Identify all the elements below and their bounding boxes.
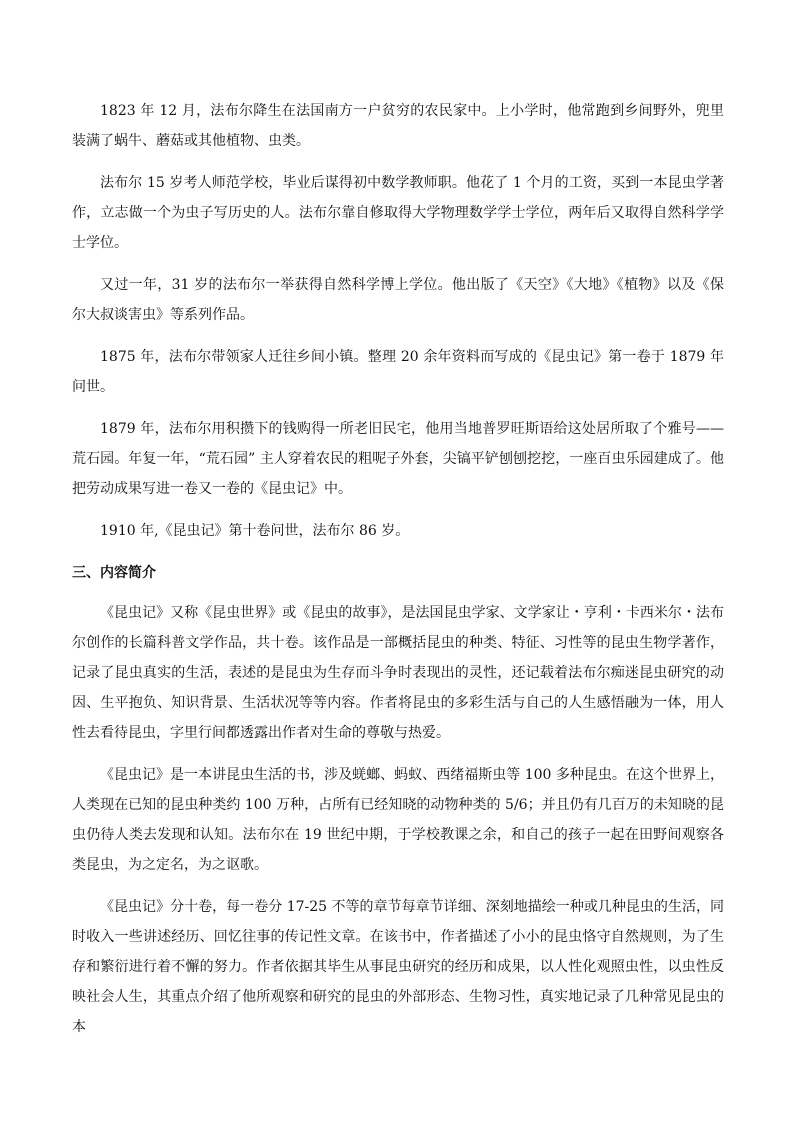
paragraph-birth: 1823 年 12 月，法布尔降生在法国南方一户贫穷的农民家中。上小学时，他常跑到乡间野外，兜里装满了蜗牛、蘑菇或其他植物、虫类。 bbox=[72, 103, 724, 149]
section-heading: 三、内容简介 bbox=[72, 565, 156, 581]
paragraph-1875: 1875 年，法布尔带领家人迁往乡间小镇。整理 20 余年资料而写成的《昆虫记》第一卷于 1879 年问世。 bbox=[72, 349, 724, 395]
document-body bbox=[72, 96, 724, 1054]
paragraph-insects: 《昆虫记》是一本讲昆虫生活的书，涉及蜣螂、蚂蚁、西绪福斯虫等 100 多种昆虫。在这个世界上，人类现在已知的昆虫种类约 100 万种，占所有已经知晓的动物种类的 5/6；并且仍有几百万的未知晓的昆虫仍待人类去发现和认知。法布尔在 19 世纪中期，于学校教课之余，和自己的孩子一起在田野间观察各类昆虫，为之定名，为之讴歌。 bbox=[72, 767, 724, 873]
paragraph-education: 法布尔 15 岁考人师范学校，毕业后谋得初中数学教师职。他花了 1 个月的工资，买到一本昆虫学著作，立志做一个为虫子写历史的人。法布尔靠自修取得大学物理数学学士学位，两年后又取得自然科学学士学位。 bbox=[72, 175, 724, 251]
paragraph-doctorate: 又过一年，31 岁的法布尔一举获得自然科学博上学位。他出版了《天空》《大地》《植物》以及《保尔大叔谈害虫》等系列作品。 bbox=[72, 277, 724, 323]
paragraph-volumes: 《昆虫记》分十卷，每一卷分 17-25 不等的章节每章节详细、深刻地描绘一种或几种昆虫的生活，同时收入一些讲述经历、回忆往事的传记性文章。在该书中，作者描述了小小的昆虫恪守自然规则，为了生存和繁衍进行着不懈的努力。作者依据其毕生从事昆虫研究的经历和成果，以人性化观照虫性，以虫性反映社会人生，其重点介绍了他所观察和研究的昆虫的外部形态、生物习性，真实地记录了几种常见昆虫的本 bbox=[72, 899, 724, 1035]
paragraph-harmas: 1879 年，法布尔用积攒下的钱购得一所老旧民宅，他用当地普罗旺斯语给这处居所取了个雅号——荒石园。年复一年，“荒石园” 主人穿着农民的粗呢子外套，尖镐平铲刨刨挖挖，一座百虫乐园建成了。他把劳动成果写进一卷又一卷的《昆虫记》中。 bbox=[72, 421, 724, 497]
paragraph-1910: 1910 年,《昆虫记》第十卷问世，法布尔 86 岁。 bbox=[100, 523, 410, 539]
paragraph-summary: 《昆虫记》又称《昆虫世界》或《昆虫的故事》，是法国昆虫学家、文学家让・亨利・卡西米尔・法布尔创作的长篇科普文学作品，共十卷。该作品是一部概括昆虫的种类、特征、习性等的昆虫生物学著作，记录了昆虫真实的生活，表述的是昆虫为生存而斗争时表现出的灵性，还记载着法布尔痴迷昆虫研究的动因、生平抱负、知识背景、生活状况等等内容。作者将昆虫的多彩生活与自己的人生感悟融为一体，用人性去看待昆虫，字里行间都透露出作者对生命的尊敬与热爱。 bbox=[72, 605, 724, 741]
